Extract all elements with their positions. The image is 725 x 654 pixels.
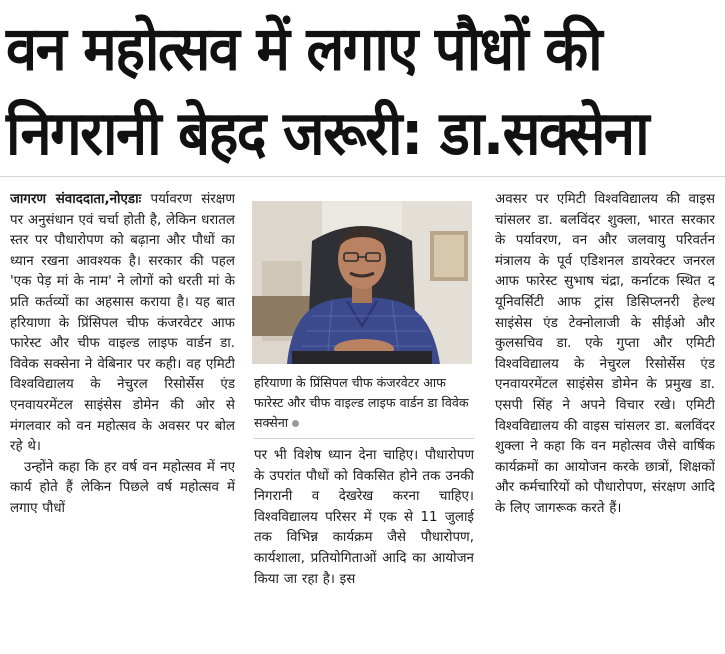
caption-text: हरियाणा के प्रिंसिपल चीफ कंजरवेटर आफ फारेस्ट और चीफ वाइल्ड लाइफ वार्डन डा विवेक सक्सेना xyxy=(254,375,469,430)
article-column-1 xyxy=(10,190,235,646)
headline-line-1: वन महोत्सव में लगाए पौधों की xyxy=(6,14,602,85)
headline-divider xyxy=(0,176,725,177)
headline xyxy=(6,8,718,176)
article-column-2 xyxy=(254,446,474,646)
photo-caption xyxy=(254,373,474,433)
paragraph-text: पर्यावरण संरक्षण पर अनुसंधान एवं चर्चा होती है, लेकिन धरातल स्तर पर पौधारोपण को बढ़ाना और पौधों का ध्यान रखना आवश्यक है। सरकार की पहल 'एक पेड़ मां के नाम' ने लोगों को धरती मां के प्रति कर्तव्यों का अहसास कराया है। यह बात हरियाणा के प्रिंसिपल चीफ कंजरवेटर आफ फारेस्ट और चीफ वाइल्ड लाइफ वार्डन डा. विवेक सक्सेना ने वेबिनार पर कही। वह एमिटी विश्वविद्यालय के नेचुरल रिसोर्सेस एंड एनवायरमेंटल साइंसेस डोमेन की ओर से मंगलवार को वन महोत्सव के अवसर पर बोल रहे थे। xyxy=(10,192,235,455)
article-paragraph: उन्होंने कहा कि हर वर्ष वन महोत्सव में नए कार्य होते हैं लेकिन पिछले वर्ष महोत्सव में लगाए पौधों xyxy=(10,459,235,516)
portrait-illustration xyxy=(252,201,472,364)
caption-divider xyxy=(254,438,474,439)
article-paragraph xyxy=(10,190,235,458)
byline: जागरण संवाददाता,नोएडाः xyxy=(10,192,142,207)
caption-bullet-icon xyxy=(292,420,299,427)
photo-vivek-saxena xyxy=(252,201,472,364)
article-paragraph: अवसर पर एमिटी विश्वविद्यालय की वाइस चांसलर डा. बलविंदर शुक्ला, भारत सरकार के पर्यावरण, वन और जलवायु परिवर्तन मंत्रालय के पूर्व एडिशनल डायरेक्टर जनरल आफ फारेस्ट सुभाष चंद्रा, कर्नाटक स्थित द यूनिवर्सिटी आफ ट्रांस डिसिप्लनरी हेल्थ साइंसेस एंड टेक्नोलाजी के सीईओ और कुलसचिव डा. एके गुप्ता और एमिटी विश्वविद्यालय के नेचुरल रिसोर्सेस एंड एनवायरमेंटल साइंसेस डोमेन के प्रमुख डा. एसपी सिंह ने अपने विचार रखे। एमिटी विश्वविद्यालय की वाइस चांसलर डा. बलविंदर शुक्ला ने कहा कि वन महोत्सव जैसे वार्षिक कार्यक्रमों का आयोजन करके छात्रों, शिक्षकों और कर्मचारियों को पौधारोपण, संरक्षण आदि के लिए जागरूक करते हैं। xyxy=(495,192,715,516)
article-paragraph: पर भी विशेष ध्यान देना चाहिए। पौधारोपण के उपरांत पौधों को विकसित होने तक उनकी निगरानी व देखरेख करना चाहिए। विश्वविद्यालय परिसर में एक से 11 जुलाई तक विभिन्न कार्यक्रम जैसे पौधारोपण, कार्यशाला, प्रतियोगिताओं आदि का आयोजन किया जा रहा है। इस xyxy=(254,448,474,587)
article-column-3 xyxy=(495,190,715,646)
headline-line-2: निगरानी बेहद जरूरी: डा.सक्सेना xyxy=(6,98,649,169)
